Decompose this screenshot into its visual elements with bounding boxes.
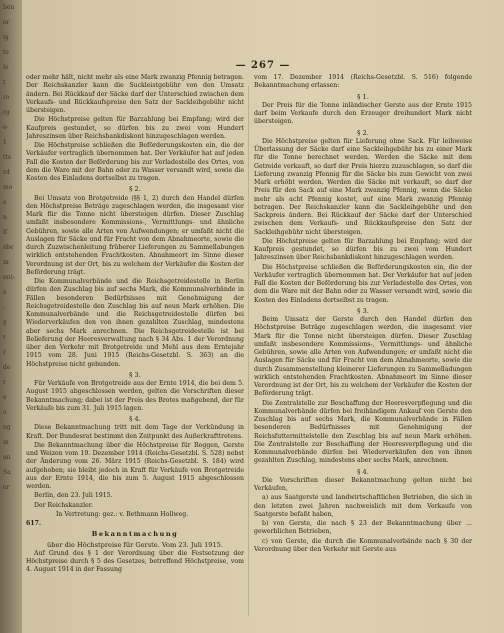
binding-fragment: lf [3, 229, 8, 236]
section-heading: § 1. [357, 92, 369, 101]
binding-fragment: r [3, 334, 6, 341]
paragraph: c) von Gerste, die durch die Kommunalverbände nach § 30 der Verordnung über den Verkehr mit Gerste aus [254, 537, 472, 553]
section-heading: über die Höchstpreise für Gerste. Vom 23. Juli 1915. [47, 540, 223, 549]
binding-fragment: an [3, 454, 11, 461]
notice-title: Bekanntmachung [91, 530, 179, 539]
paragraph: Bei Umsatz von Brotgetreide (§§ 1, 2) durch den Handel dürfen den Höchstpreise Beträge zugeschlagen werden, die insgesamt vier Mark für die Tonne nicht übersteigen dürfen. Dieser Zuschlag umfaßt insbesondere Kommissions-, Vermittlungs- und ähnliche Gebühren, sowie alle Arten von Aufwendungen; er umfaßt nicht die Auslagen für Säcke und für Fracht von dem Abnahmeorte, sowie die durch Zuzwischenleitung früherer Lieferungen zu Sammellabungen wirklich entstehenden Frachtkosten. Abnahmeort im Sinne dieser Verordnung ist der Ort, bis zu welchem der Verkäufer die Kosten der Beförderung trägt. [26, 194, 244, 276]
binding-fragment: le [3, 64, 9, 71]
paragraph: Die Kommunalverbände und die Reichsgetreidestelle in Berlin dürfen den Zuschlag bis auf sechs Mark, die Kommunalverbände in Fällen besonderen Bedürfnisses mit Genehmigung der Reichsgetreidestelle den Zuschlag bis auf neun Mark erhöhen. Die Kommunalverbände und die Reichsgetreidestelle dürfen bei Wiederverkäufen den von ihnen gezahlten Zuschlag, mindestens aber sechs Mark anrechnen. Die Reichsgetreidestelle ist bei Belieferung der Heeresverwaltung nach § 34 Abs. 1 der Verordnung über den Verkehr mit Brotgetreide und Mehl aus dem Erntejahr 1915 vom 28. Juni 1915 (Reichs-Gesetzbl. S. 363) an die Höchstpreise nicht gebunden. [26, 278, 244, 368]
section-heading: § 2. [357, 128, 369, 137]
binding-fragment: sbe [3, 244, 14, 251]
page-number: — 267 — [235, 60, 291, 71]
binding-fragment: ng [3, 424, 11, 431]
paragraph: b) von Gerste, die nach § 23 der Bekanntmachung über ... gewerblichen Betrieben, [254, 520, 472, 536]
binding-fragment: mo [3, 184, 13, 191]
binding-fragment: e- [3, 124, 9, 131]
left-column [26, 74, 244, 630]
binding-fragment: er [3, 484, 10, 491]
binding-fragment: r [3, 349, 6, 356]
right-column [254, 74, 472, 630]
paragraph: Auf Grund des § 1 der Verordnung über die Festsetzung der Höchstpreise durch § 5 des Gesetzes, betreffend Höchstpreise, vom 4. August 1914 in der Fassung [26, 549, 244, 574]
section-heading: § 2. [129, 185, 141, 194]
paragraph: Berlin, den 23. Juli 1915. [34, 492, 113, 500]
binding-fragment: ent- [3, 274, 15, 281]
section-heading: § 4. [357, 467, 369, 476]
binding-fragment: ig [3, 34, 9, 41]
binding-fragment: e [3, 199, 7, 206]
paragraph: Die Höchstpreise schließen die Beförderungskosten ein, die der Verkäufer vertraglich übernommen hat. Der Verkäufer hat auf jeden Fall die Kosten der Beförderung bis zur Verladestelle des Ortes, von dem die Ware mit der Bahn oder zu Wasser versandt wird, sowie die Kosten des Einladens dortselbst zu tragen. [26, 142, 244, 182]
binding-fragment: in [3, 439, 9, 446]
notice-number: 617. [26, 520, 42, 527]
binding-fragment: t [3, 79, 6, 86]
binding-fragment: - [3, 304, 6, 311]
paragraph: a) aus Saatgerste und landwirtschaftlichen Betrieben, die sich in den letzten zwei Jahren nachweislich mit dem Verkaufe von Saatgerste befaßt haben, [254, 494, 472, 518]
binding-fragment: g [3, 319, 7, 326]
section-heading: § 4. [129, 415, 141, 423]
binding-fragment: e [3, 289, 7, 296]
paragraph: Die Bekanntmachung über die Höchstpreise für Roggen, Gerste und Weizen vom 19. Dezember 1914 (Reichs-Gesetzbl. S. 528) nebst der Änderung vom 26. März 1915 (Reichs-Gesetzbl. S. 184) wird aufgehoben; sie bleibt jedoch in Kraft für Verkäufe von Brotgetreide aus der Ernte 1914, die bis zum 5. August 1915 abgeschlossen werden. [26, 441, 244, 490]
paragraph: Der Reichskanzler. [34, 501, 94, 509]
section-heading: § 3. [357, 306, 369, 315]
paragraph: Diese Bekanntmachung tritt mit dem Tage der Verkündung in Kraft. Der Bundesrat bestimmt den Zeitpunkt des Außerkrafttretens. [26, 424, 244, 440]
binding-fragment: r [3, 379, 6, 386]
binding-fragment: n [3, 214, 7, 221]
binding-fragment: de [3, 364, 11, 371]
paragraph: Die Höchstpreise gelten für Barzahlung bei Empfang; wird der Kaufpreis gestundet, so dürfen bis zu zwei vom Hundert Jahreszinsen über Reichsbankdiskont hinzugeschlagen werden. [254, 237, 472, 262]
paragraph: Die Höchstpreise gelten für Lieferung ohne Sack. Für leihweise Überlassung der Säcke darf eine Sackleihgebühr bis zu einer Mark für die Tonne berechnet werden. Werden die Säcke mit dem Getreide verkauft, so darf der Preis hierzu zuzuschlagen, so darf die Lieferung zwanzig Pfennig für die Säcke bis zum Gewicht von zwei Mark erhöht werden. Werden die Säcke mit verkauft, so darf der Preis für den Sack auf eine Mark zwanzig Pfennig, wenn die Säcke mehr als acht Pfennig kostet, auf eine Mark zwanzig Pfennig betragen. Der Reichskanzler kann die Sackleihgebühr und den Sackpreis ändern. Bei Rückkauf der Säcke darf der Unterschied zwischen dem Verkaufs- und Rückkaufspreise den Satz der Sackleihgebühr nicht übersteigen. [254, 137, 472, 236]
paragraph: oder mehr hält, nicht mehr als eine Mark zwanzig Pfennig betragen. Der Reichskanzler kann die Suckleistgebühr von den Umsatz ändern. Bei Rückkauf der Säcke darf der Unterschied zwischen dem Verkaufs- und Rückkaufspreise den Satz der Sackleihgebühr nicht übersteigen. [26, 74, 244, 114]
paragraph: Für Verkäufe von Brotgetreide aus der Ernte 1914, die bei dem 5. August 1915 abgeschlossen werden, gelten die Vorschriften dieser Bekanntmachung; dabei ist der Preis des Brotes maßgebend, der für Verkäufe bis zum 31. Juli 1915 lagen. [26, 380, 244, 412]
paragraph: Die Höchstpreise schließen die Beförderungskosten ein, die der Verkäufer vertraglich übernommen hat. Der Verkäufer hat auf jeden Fall die Kosten der Beförderung bis zur Verladestelle des Ortes, von dem die Ware mit der Bahn oder zu Wasser versandt wird, sowie die Kosten des Einladens dortselbst zu tragen. [254, 263, 472, 304]
binding-fragment: 1 [3, 139, 7, 146]
binding-fragment: ro [3, 94, 10, 101]
paragraph: Die Höchstpreise gelten für Barzahlung bei Empfang; wird der Kaufpreis gestundet, so dürfen bis zu zwei vom Hundert Jahreszinsen über Reichsbankdiskont hinzugeschlagen werden. [26, 116, 244, 140]
paragraph: Die Vorschriften dieser Bekanntmachung gelten nicht bei Verkäufen, [254, 476, 472, 492]
binding-fragment: tts [3, 154, 11, 161]
paragraph: vom 17. Dezember 1914 (Reichs-Gesetzbl. S. 516) folgende Bekanntmachung erlassen: [254, 74, 472, 90]
binding-fragment: er [3, 19, 10, 26]
signature-line: In Vertretung: gez.: v. Bethmann Hollweg. [56, 510, 189, 518]
paragraph: Beim Umsatz der Gerste durch den Handel dürfen den Höchstpreise Beträge zugeschlagen werden, die insgesamt vier Mark für die Tonne nicht übersteigen dürfen. Dieser Zuschlag umfaßt insbesondere Kommissions-, Vermittlungs- und ähnliche Gebühren, sowie alle Arten von Aufwendungen; er umfaßt nicht die Auslagen für Säcke und für Fracht von dem Abnahmeorte, sowie die durch Zusammenstellung kleinerer Lieferungen zu Sammelladungen wirklich entstehenden Frachtkosten. Abnahmeort im Sinne dieser Verordnung ist der Ort, bis zu welchem der Verkäufer die Kosten der Beförderung trägt. [254, 316, 472, 398]
adjacent-page-edge [0, 0, 22, 633]
binding-fragment: o [3, 409, 7, 416]
binding-fragment: te [3, 49, 9, 56]
binding-fragment: e [3, 394, 7, 401]
column-divider [248, 86, 249, 616]
binding-fragment: rd [3, 169, 10, 176]
binding-fragment: in [3, 259, 9, 266]
paragraph: Die Zentralstelle zur Beschaffung der Heeresverpflegung und die Kommunalverbände dürfen bei freihändigem Ankauf von Gerste den Zuschlag bis auf sechs Mark, die Kommunalverbände in Fällen besonderen Bedürfnisses mit Genehmigung der Reichsfuttermittelstelle den Zuschlag bis auf neun Mark erhöhen. Die Zentralstelle zur Beschaffung der Heeresverpflegung und die Kommunalverbände dürfen bei Wiederverkäufen den von ihnen gezahlten Zuschlag, mindestens aber sechs Mark, anrechnen. [254, 399, 472, 465]
gazette-page [26, 0, 500, 633]
paragraph: Der Preis für die Tonne inländischer Gerste aus der Ernte 1915 darf beim Verkaufe durch den Erzeuger dreihundert Mark nicht übersteigen. [254, 101, 472, 126]
binding-fragment: rg [3, 109, 10, 116]
binding-fragment: Sa [3, 469, 11, 476]
section-heading: § 3. [129, 370, 141, 379]
binding-fragment: ben [3, 4, 15, 11]
